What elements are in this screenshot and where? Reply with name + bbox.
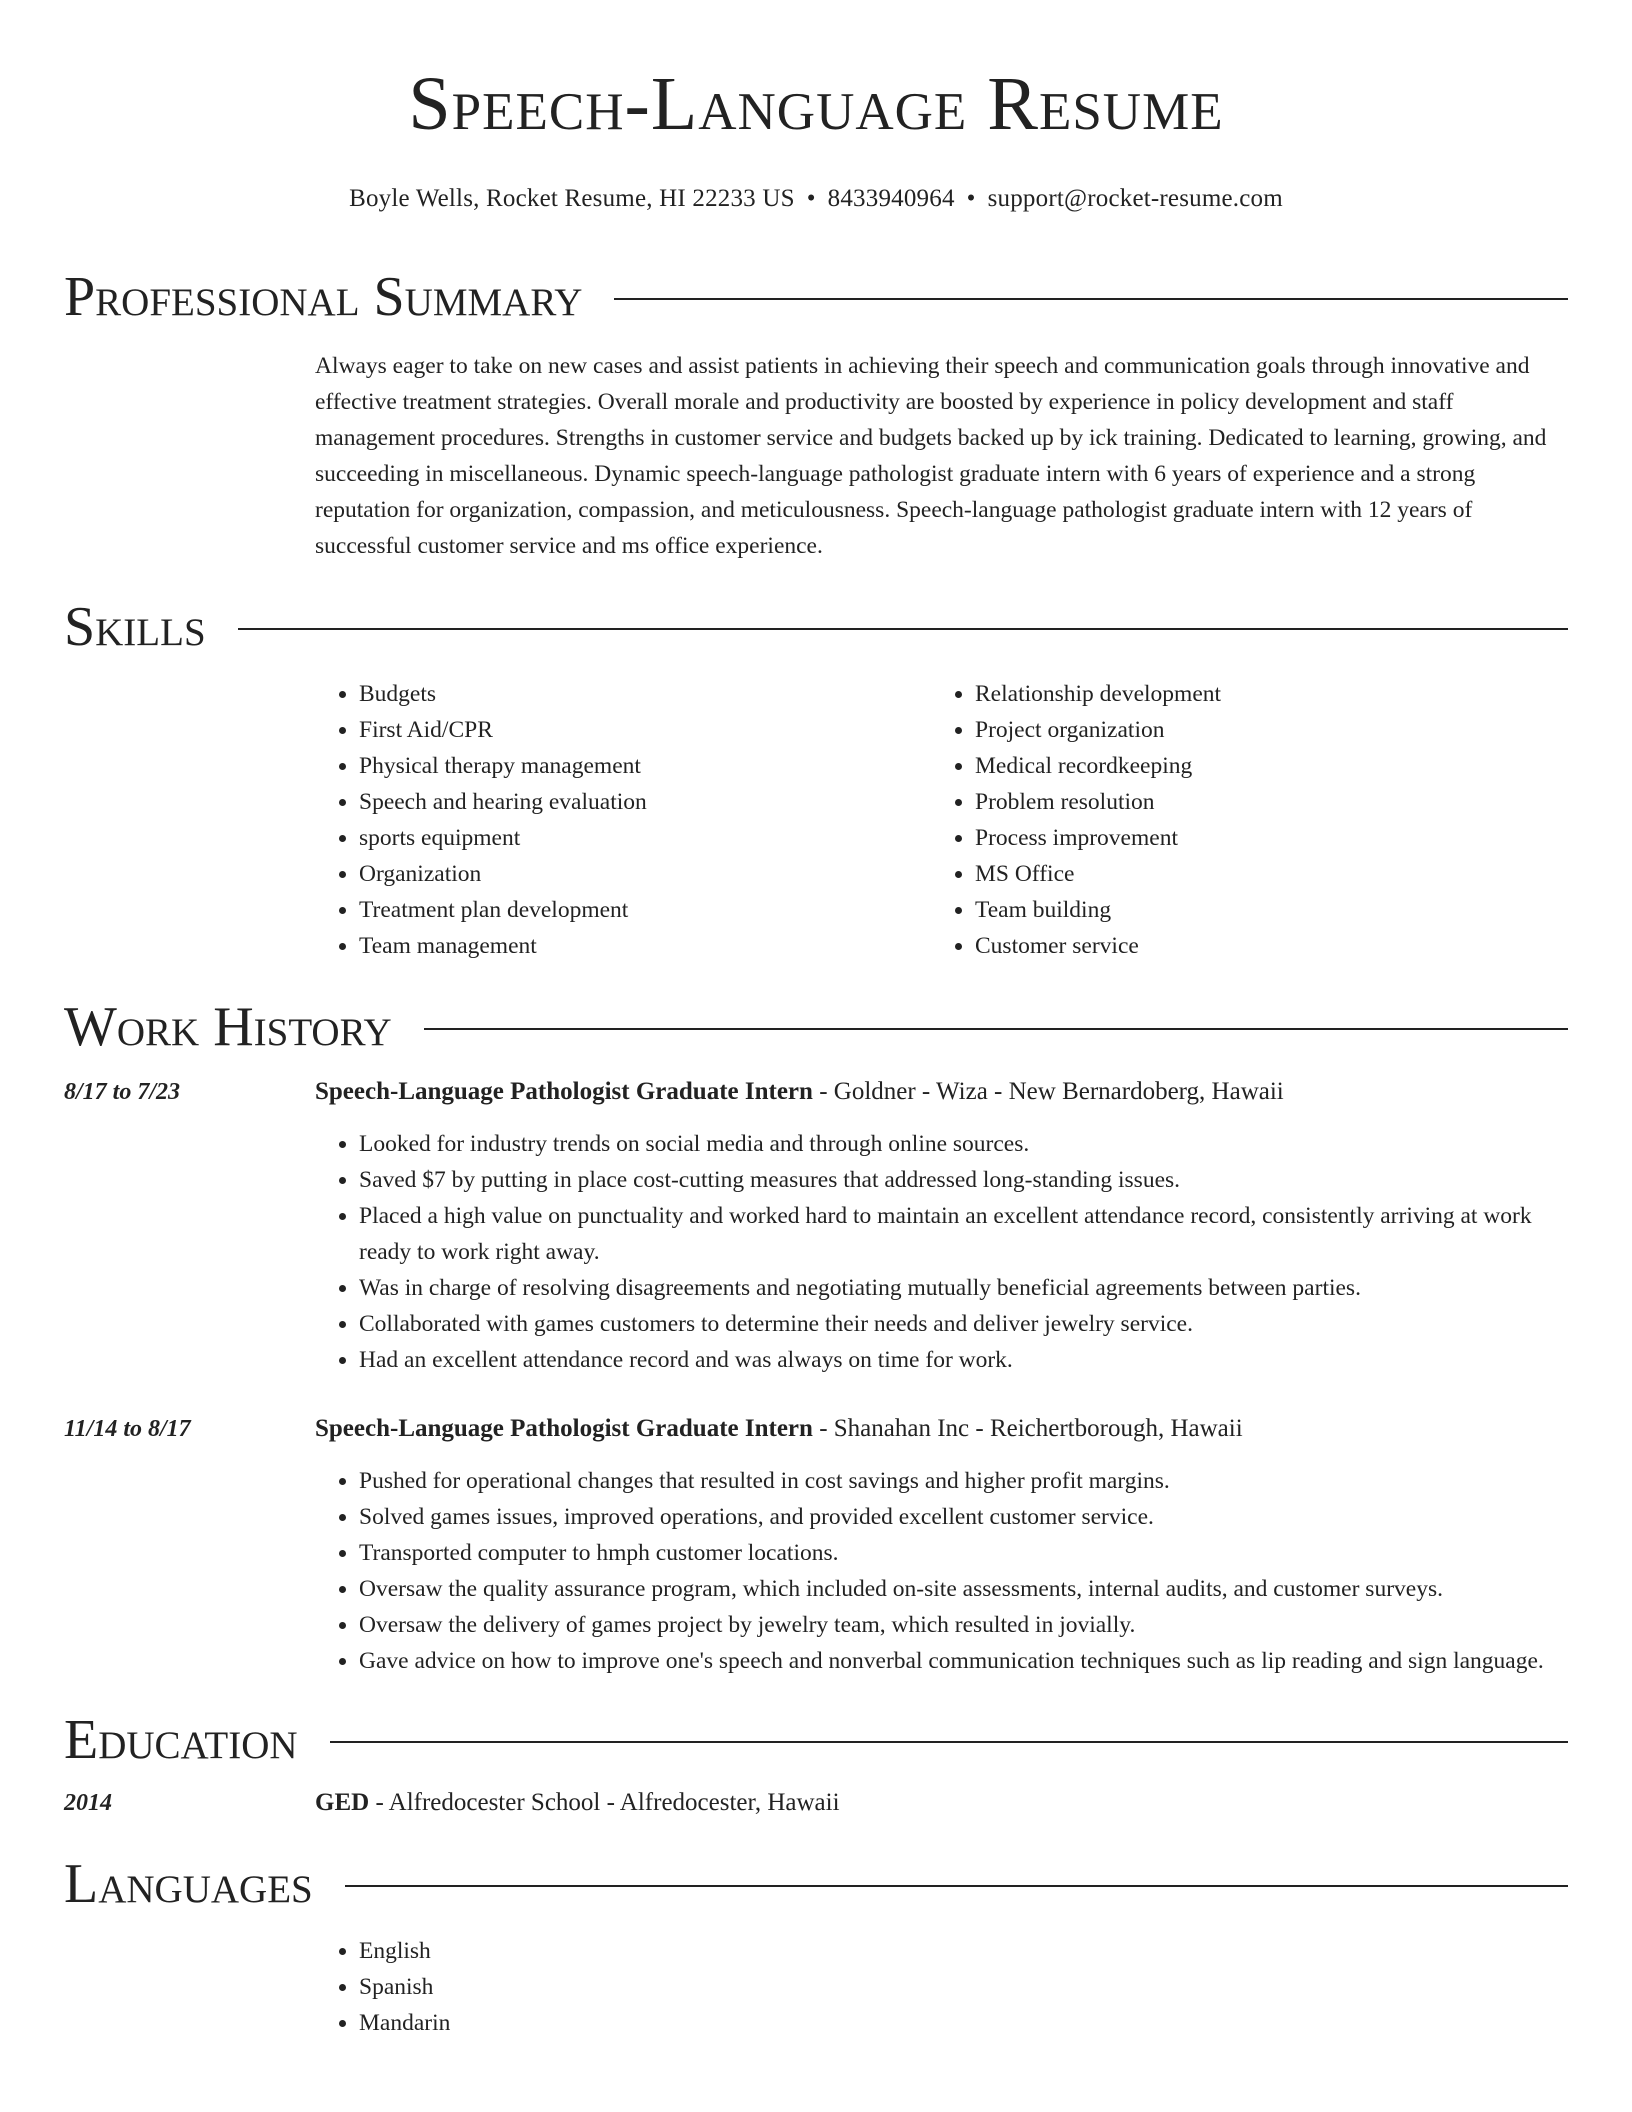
job-date: 8/17 to 7/23 [64,1079,181,1105]
languages-heading: Languages [64,1853,313,1915]
skill-item: • Team building [975,892,1547,928]
skill-item: • Physical therapy management [359,748,931,784]
education-degree: GED [315,1789,370,1816]
skill-item: • Customer service [975,928,1547,964]
skill-item: • Project organization [975,712,1547,748]
skills-column-right [931,676,1547,964]
skill-item: • Medical recordkeeping [975,748,1547,784]
skill-item: • sports equipment [359,820,931,856]
job-title: Speech-Language Pathologist Graduate Intern [315,1415,813,1442]
contact-separator: • [966,185,976,212]
section-divider [424,1028,1568,1030]
job-entry [64,1411,1568,1679]
section-divider [345,1885,1568,1887]
section-divider [614,298,1568,300]
job-bullet-list [315,1126,1568,1378]
job-company: - Goldner - Wiza - New Bernardoberg, Hawaii [812,1078,1284,1105]
skill-item: • Team management [359,928,931,964]
language-item: • Spanish [359,1969,1568,2005]
languages-section-header [64,1849,1568,1919]
job-bullets [315,1463,1568,1679]
job-title: Speech-Language Pathologist Graduate Intern [315,1078,813,1105]
education-section-header [64,1705,1568,1775]
skill-item: • MS Office [975,856,1547,892]
languages-bullet-list [315,1933,1568,2041]
education-date: 2014 [64,1790,112,1816]
job-header [64,1074,1568,1110]
summary-section-header [64,262,1568,332]
job-bullet: • Solved games issues, improved operations, and provided excellent customer service. [359,1499,1568,1535]
job-bullet: • Pushed for operational changes that resulted in cost savings and higher profit margins. [359,1463,1568,1499]
work-heading: Work History [64,996,392,1058]
contact-email: support@rocket-resume.com [987,185,1283,212]
job-bullet: • Was in charge of resolving disagreements and negotiating mutually beneficial agreements between parties. [359,1270,1568,1306]
job-date: 11/14 to 8/17 [64,1416,191,1442]
skills-heading: Skills [64,596,206,658]
contact-address: Boyle Wells, Rocket Resume, HI 22233 US [349,185,795,212]
work-section-header [64,992,1568,1062]
languages-list [315,1933,1568,2041]
job-bullet: • Transported computer to hmph customer locations. [359,1535,1568,1571]
job-bullet: • Oversaw the quality assurance program, which included on-site assessments, internal audits, and customer surveys. [359,1571,1568,1607]
job-header [64,1411,1568,1447]
skills-list [315,676,1568,964]
contact-phone: 8433940964 [827,185,955,212]
job-bullet: • Collaborated with games customers to determine their needs and deliver jewelry service. [359,1306,1568,1342]
summary-text: Always eager to take on new cases and assist patients in achieving their speech and communication goals through innovative and effective treatment strategies. Overall morale and productivity are boosted by experience in policy development and staff management procedures. Strengths in customer service and budgets backed up by ick training. Dedicated to learning, growing, and succeeding in miscellaneous. Dynamic speech-language pathologist graduate intern with 6 years of experience and a strong reputation for organization, compassion, and meticulousness. Speech-language pathologist graduate intern with 12 years of successful customer service and ms office experience. [315,353,1547,559]
skill-item: • Process improvement [975,820,1547,856]
job-entry [64,1074,1568,1378]
skill-item: • Treatment plan development [359,892,931,928]
education-heading: Education [64,1709,298,1771]
summary-body [315,348,1568,564]
job-bullet: • Gave advice on how to improve one's speech and nonverbal communication techniques such as lip reading and sign language. [359,1643,1568,1679]
education-entry [64,1785,1568,1821]
section-divider [330,1741,1568,1743]
job-title-line [315,1411,1243,1447]
skill-item: • Budgets [359,676,931,712]
job-bullet: • Saved $7 by putting in place cost-cutting measures that addressed long-standing issues. [359,1162,1568,1198]
job-bullets [315,1126,1568,1378]
skills-section-header [64,592,1568,662]
job-bullet: • Oversaw the delivery of games project by jewelry team, which resulted in jovially. [359,1607,1568,1643]
job-bullet: • Looked for industry trends on social media and through online sources. [359,1126,1568,1162]
language-item: • Mandarin [359,2005,1568,2041]
summary-heading: Professional Summary [64,266,583,328]
job-bullet-list [315,1463,1568,1679]
job-bullet: • Placed a high value on punctuality and worked hard to maintain an excellent attendance record, consistently arriving at work ready to work right away. [359,1198,1568,1270]
contact-separator: • [806,185,816,212]
education-school: - Alfredocester School - Alfredocester, Hawaii [369,1789,840,1816]
skill-item: • Problem resolution [975,784,1547,820]
job-title-line [315,1074,1284,1110]
skills-column-left [315,676,931,964]
skill-item: • First Aid/CPR [359,712,931,748]
language-item: • English [359,1933,1568,1969]
skill-item: • Speech and hearing evaluation [359,784,931,820]
skill-item: • Organization [359,856,931,892]
job-bullet: • Had an excellent attendance record and was always on time for work. [359,1342,1568,1378]
skill-item: • Relationship development [975,676,1547,712]
contact-line [64,182,1568,216]
education-line [315,1785,840,1821]
section-divider [238,628,1568,630]
job-company: - Shanahan Inc - Reichertborough, Hawaii [812,1415,1243,1442]
resume-title: Speech-Language Resume [408,62,1224,146]
